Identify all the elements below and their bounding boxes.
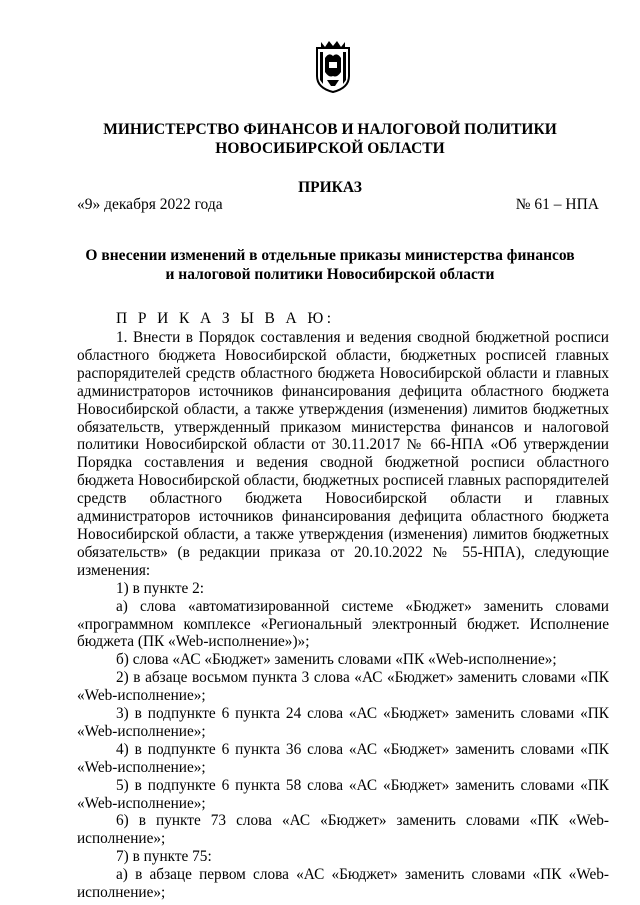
paragraph: 1. Внести в Порядок составления и ведения сводной бюджетной росписи областного бюджета Новосибирской области, бюджетных росписей главных распорядителей средств областного бюджета Новосибирской области и главных администраторов источников финансирования дефицита областного бюджета Новосибирской области, а также утверждения (изменения) лимитов бюджетных обязательств, утвержденный приказом министерства финансов и налоговой политики Новосибирской области от 30.11.2017 № 66-НПА «Об утверждении Порядка составления и ведения сводной бюджетной росписи областного бюджета Новосибирской области, бюджетных росписей главных распорядителей средств областного бюджета Новосибирской области и главных администраторов источников финансирования дефицита областного бюджета Новосибирской области, а также утверждения (изменения) лимитов бюджетных обязательств» (в редакции приказа от 20.10.2022 № 55-НПА), следующие изменения: [77, 329, 609, 579]
ministry-name [60, 120, 600, 158]
document-body [77, 329, 609, 902]
ministry-line-1: МИНИСТЕРСТВО ФИНАНСОВ И НАЛОГОВОЙ ПОЛИТИКИ [103, 121, 557, 138]
subject-line-2: и налоговой политики Новосибирской области [165, 266, 495, 283]
document-subject [60, 246, 600, 284]
subject-line-1: О внесении изменений в отдельные приказы министерства финансов [85, 247, 575, 264]
paragraph: 2) в абзаце восьмом пункта 3 слова «АС «Бюджет» заменить словами «ПК «Web-исполнение»; [77, 669, 609, 705]
document-type: ПРИКАЗ [298, 179, 362, 196]
document-number: № 61 – НПА [515, 196, 599, 213]
paragraph: а) слова «автоматизированной системе «Бюджет» заменить словами «программном комплексе «Региональный электронный бюджет. Исполнение бюджета (ПК «Web-исполнение»)»; [77, 597, 609, 651]
paragraph: 7) в пункте 75: [116, 848, 212, 866]
paragraph: 3) в подпункте 6 пункта 24 слова «АС «Бюджет» заменить словами «ПК «Web-исполнение»; [77, 705, 609, 740]
paragraph: а) в абзаце первом слова «АС «Бюджет» заменить словами «ПК «Web-исполнение»; [77, 866, 609, 902]
paragraph: 6) в пункте 73 слова «АС «Бюджет» заменить словами «ПК «Web-исполнение»; [77, 812, 609, 848]
prikazyvayu-heading: П Р И К А З Ы В А Ю: [116, 310, 335, 327]
ministry-line-2: НОВОСИБИРСКОЙ ОБЛАСТИ [215, 140, 445, 157]
novosibirsk-coat-of-arms-icon [311, 38, 355, 94]
paragraph: 1) в пункте 2: [116, 579, 205, 597]
paragraph: 5) в подпункте 6 пункта 58 слова «АС «Бюджет» заменить словами «ПК «Web-исполнение»; [77, 776, 609, 812]
paragraph: б) слова «АС «Бюджет» заменить словами «ПК «Web-исполнение»; [116, 651, 557, 669]
date-number-line [77, 196, 599, 214]
document-date: «9» декабря 2022 года [77, 196, 223, 213]
paragraph: 4) в подпункте 6 пункта 36 слова «АС «Бюджет» заменить словами «ПК «Web-исполнение»; [77, 740, 609, 776]
